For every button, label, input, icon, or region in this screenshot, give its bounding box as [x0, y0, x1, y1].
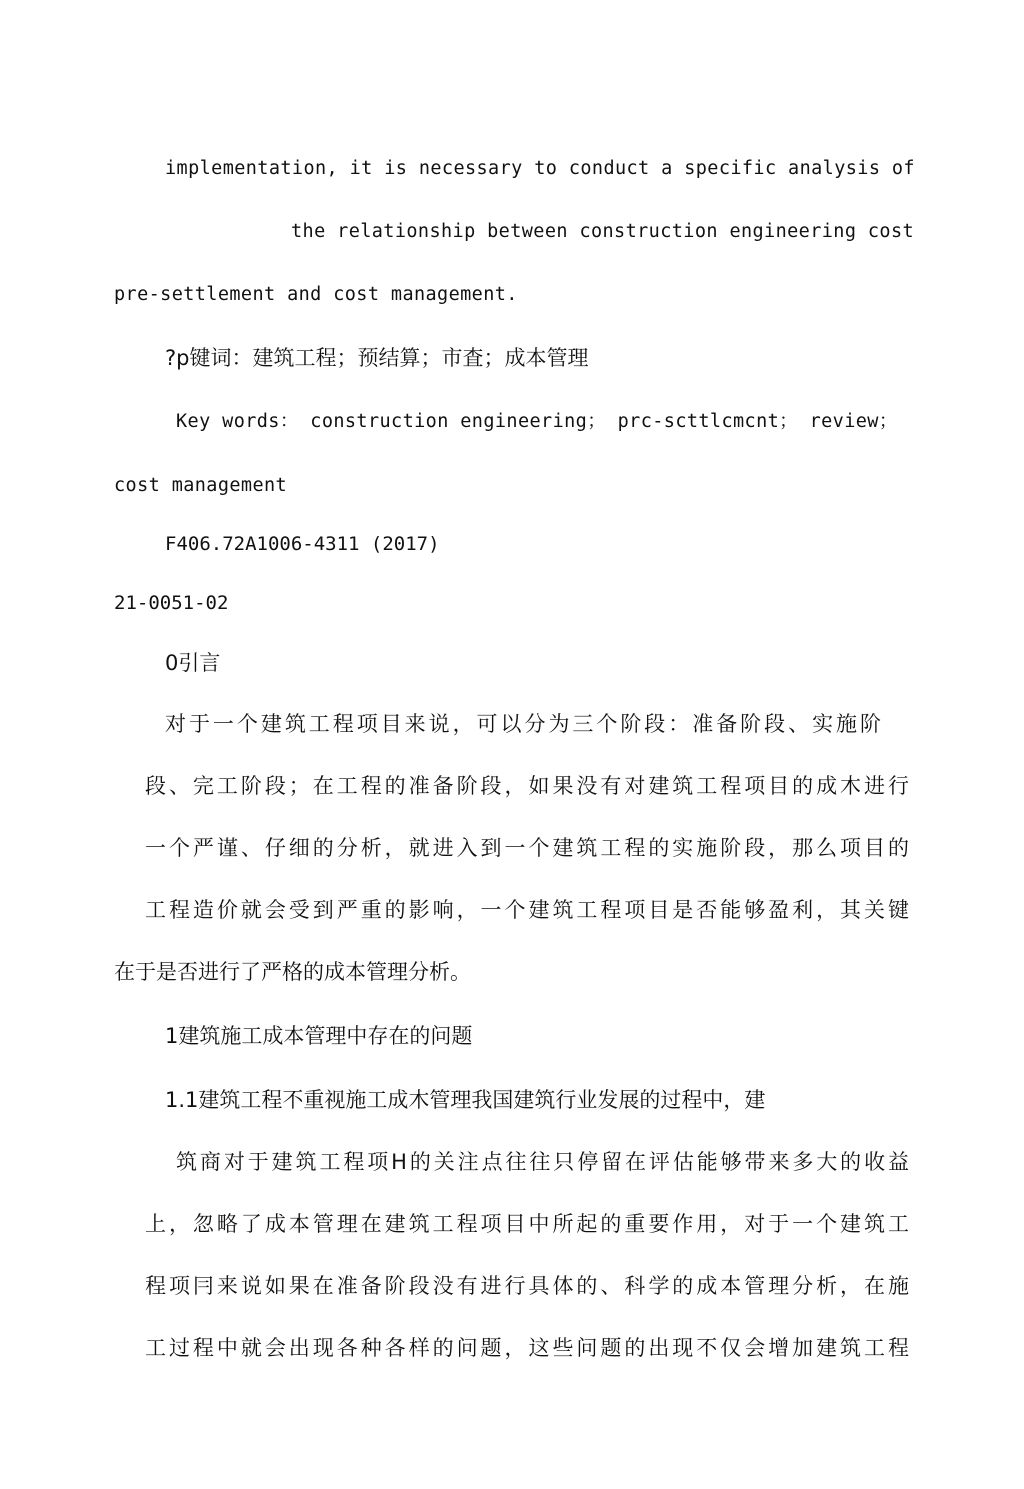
classification-line-1: F406.72A1006-4311 (2017)	[165, 533, 440, 555]
abstract-line-2: the relationship between construction engineering cost	[291, 221, 915, 242]
section-0-heading: 0引言	[165, 651, 221, 675]
keywords-en-line-2: cost management	[114, 475, 288, 496]
section-0-line-3: 一个严谨、仔细的分析，就进入到一个建筑工程的实施阶段，那么项目的	[145, 836, 909, 860]
keywords-cn: ?p键词：建筑工程；预结算；市査；成本管理	[165, 346, 589, 370]
section-1-line-2: 上，忽略了成本管理在建筑工程项目中所起的重要作用，对于一个建筑工	[145, 1212, 909, 1236]
section-0-line-2: 段、完工阶段；在工程的准备阶段，如果没有对建筑工程项目的成木进行	[145, 774, 909, 798]
section-1-line-1: 筑商对于建筑工程项H的关注点往往只停留在评估能够带来多大的收益	[176, 1150, 909, 1174]
keywords-en-line-1: Key words： construction engineering； prc-scttlcmcnt； review；	[176, 411, 898, 432]
section-1-line-4: 工过程中就会出现各种各样的问题，这些问题的出现不仅会增加建筑工程	[145, 1336, 909, 1360]
abstract-line-1: implementation, it is necessary to conduct a specific analysis of	[165, 158, 915, 179]
classification-line-2: 21-0051-02	[114, 592, 229, 614]
section-0-line-4: 工程造价就会受到严重的影响，一个建筑工程项目是否能够盈利，其关键	[145, 898, 909, 922]
section-0-line-1: 对于一个建筑工程项目来说，可以分为三个阶段：准备阶段、实施阶	[165, 712, 881, 736]
section-1-line-3: 程项冃来说如果在准备阶段没有进行具体的、科学的成本管理分析，在施	[145, 1274, 909, 1298]
section-0-line-5: 在于是否进行了严格的成本管理分析。	[114, 960, 471, 984]
abstract-line-3: pre-settlement and cost management.	[114, 284, 518, 305]
section-1-1-heading: 1.1建筑工程不重视施工成木管理我国建筑行业发展的过程中，建	[165, 1088, 766, 1112]
section-1-heading: 1建筑施工成本管理中存在的问题	[165, 1024, 473, 1048]
